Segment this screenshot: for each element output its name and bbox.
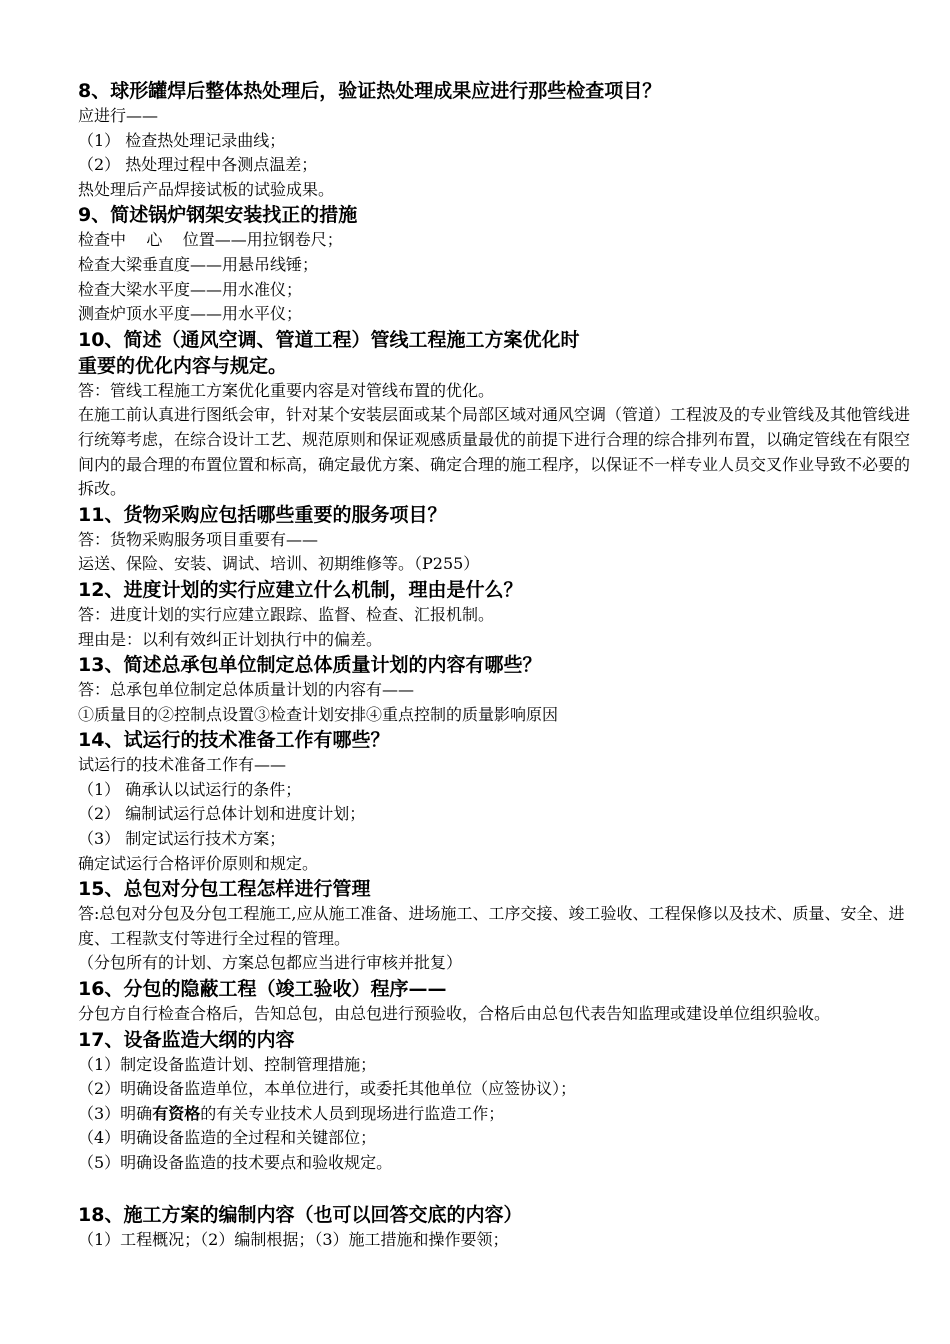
answer-line: 热处理后产品焊接试板的试验成果。 [78,179,335,199]
question-18 [78,1202,910,1253]
answer-line: 答：总承包单位制定总体质量计划的内容有—— [78,680,415,700]
answer-line: （分包所有的计划、方案总包都应当进行审核并批复） [78,953,463,973]
question-16-title: 16、分包的隐蔽工程（竣工验收）程序—— [78,978,447,1001]
question-14 [78,727,910,876]
document-page [78,78,910,1252]
question-9 [78,202,910,326]
answer-line: （1）工程概况；（2）编制根据；（3）施工措施和操作要领； [78,1229,509,1249]
question-9-title: 9、简述锅炉钢架安装找正的措施 [78,204,358,227]
answer-line: （2） 编制试运行总体计划和进度计划； [78,804,366,824]
answer-line: （5）明确设备监造的技术要点和验收规定。 [78,1153,393,1172]
answer-line: （1） 检查热处理记录曲线； [78,130,286,150]
answer-line [78,1102,910,1127]
question-16 [78,976,910,1027]
answer-line: （3） 制定试运行技术方案； [78,829,286,849]
question-8 [78,78,910,202]
question-10 [78,327,910,502]
question-8-title: 8、球形罐焊后整体热处理后，验证热处理成果应进行那些检查项目？ [78,80,662,102]
question-17-title: 17、设备监造大纲的内容 [78,1028,295,1051]
answer-line: 应进行—— [78,106,159,125]
answer-line: ①质量目的②控制点设置③检查计划安排④重点控制的质量影响原因 [78,704,559,724]
answer-line: 答：管线工程施工方案优化重要内容是对管线布置的优化。 [78,380,495,400]
question-18-title: 18、施工方案的编制内容（也可以回答交底的内容） [78,1203,523,1226]
answer-text: （3）明确 [78,1103,153,1123]
question-13 [78,652,910,727]
question-14-title: 14、试运行的技术准备工作有哪些？ [78,729,390,752]
question-12-title: 12、进度计划的实行应建立什么机制，理由是什么？ [78,578,523,601]
blank-spacer [78,1176,910,1202]
question-11-title: 11、货物采购应包括哪些重要的服务项目？ [78,503,447,526]
answer-line: 理由是：以利有效纠正计划执行中的偏差。 [78,629,383,649]
answer-line: 检查中 心 位置——用拉钢卷尺； [78,230,343,250]
question-12 [78,577,910,652]
answer-text: 的有关专业技术人员到现场进行监造工作； [200,1103,505,1123]
answer-paragraph: 答:总包对分包及分包工程施工,应从施工准备、进场施工、工序交接、竣工验收、工程保修以及技术、质量、安全、进度、工程款支付等进行全过程的管理。 [78,904,905,948]
question-17 [78,1027,910,1176]
question-15-title: 15、总包对分包工程怎样进行管理 [78,878,371,901]
question-11 [78,502,910,577]
answer-line: 测查炉顶水平度——用水平仪； [78,304,303,324]
question-15 [78,876,910,976]
answer-line: （1） 确承认以试运行的条件； [78,779,302,799]
answer-paragraph: 在施工前认真进行图纸会审，针对某个安装层面或某个局部区域对通风空调（管道）工程波及的专业管线及其他管线进行统筹考虑，在综合设计工艺、规范原则和保证观感质量最优的前提下进行合理的综合排列布置，以确定管线在有限空间内的最合理的布置位置和标高，确定最优方案、确定合理的施工程序，以保证不一样专业人员交叉作业导致不必要的拆改。 [78,405,911,499]
answer-line: 检查大梁水平度——用水准仪； [78,279,303,299]
question-13-title: 13、简述总承包单位制定总体质量计划的内容有哪些？ [78,654,542,677]
answer-line: 运送、保险、安装、调试、培训、初期维修等。（P255） [78,554,480,574]
answer-line: （2） 热处理过程中各测点温差； [78,155,318,175]
question-10-title-line-1: 10、简述（通风空调、管道工程）管线工程施工方案优化时 [78,328,580,351]
emphasis-text: 有资格 [152,1103,201,1123]
answer-line: 确定试运行合格评价原则和规定。 [78,853,319,873]
answer-paragraph: 分包方自行检查合格后，告知总包，由总包进行预验收，合格后由总包代表告知监理或建设单位组织验收。 [78,1004,831,1024]
answer-line: 试运行的技术准备工作有—— [78,755,287,775]
answer-line: （2）明确设备监造单位，本单位进行，或委托其他单位（应签协议）； [78,1079,577,1099]
answer-line: （1）制定设备监造计划、控制管理措施； [78,1054,377,1074]
question-10-title-line-2: 重要的优化内容与规定。 [78,354,288,377]
answer-line: 答：货物采购服务项目重要有—— [78,529,319,549]
answer-line: （4）明确设备监造的全过程和关键部位； [78,1128,377,1148]
answer-line: 答：进度计划的实行应建立跟踪、监督、检查、汇报机制。 [78,604,495,624]
answer-line: 检查大梁垂直度——用悬吊线锤； [78,254,319,274]
